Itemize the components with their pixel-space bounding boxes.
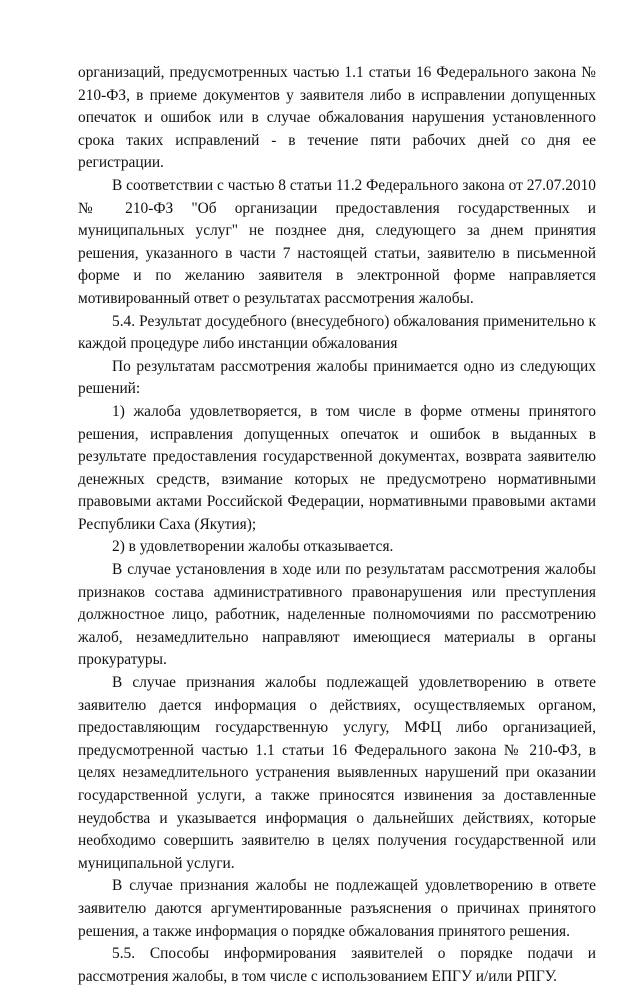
paragraph: По результатам рассмотрения жалобы принимается одно из следующих решений: — [78, 357, 596, 398]
paragraph: организаций, предусмотренных частью 1.1 статьи 16 Федерального закона № 210-ФЗ, в приеме документов у заявителя либо в исправлении допущенных опечаток и ошибок или в случае обжалования нарушения установленного срока таких исправлений - в течение пяти рабочих дней со дня ее регистрации. — [78, 64, 596, 172]
section-heading-5-5: 5.5. Способы информирования заявителей о порядке подачи и рассмотрения жалобы, в том числе с использованием ЕПГУ и/или РПГУ. — [78, 945, 596, 985]
document-body — [78, 62, 596, 988]
list-item: 1) жалоба удовлетворяется, в том числе в форме отмены принятого решения, исправления допущенных опечаток и ошибок в выданных в результате предоставления государственной документах, возврата заявителю денежных средств, взимание которых не предусмотрено нормативными правовыми актами Российской Федерации, нормативными правовыми актами Республики Саха (Якутия); — [78, 402, 596, 533]
list-item: 2) в удовлетворении жалобы отказывается. — [112, 538, 394, 556]
paragraph: В случае признания жалобы подлежащей удовлетворению в ответе заявителю дается информация о действиях, осуществляемых органом, предоставляющим государственную услугу, МФЦ либо организацией, предусмотренной частью 1.1 статьи 16 Федерального закона № 210-ФЗ, в целях незамедлительного устранения выявленных нарушений при оказании государственной услуги, а также приносятся извинения за доставленные неудобства и указывается информация о дальнейших действиях, которые необходимо совершить заявителю в целях получения государственной или муниципальной услуги. — [78, 674, 596, 872]
paragraph: В случае установления в ходе или по результатам рассмотрения жалобы признаков состава административного правонарушения или преступления должностное лицо, работник, наделенные полномочиями по рассмотрению жалоб, незамедлительно направляют имеющиеся материалы в органы прокуратуры. — [78, 561, 596, 669]
paragraph: В соответствии с частью 8 статьи 11.2 Федерального закона от 27.07.2010 № 210-ФЗ "Об организации предоставления государственных и муниципальных услуг" не позднее дня, следующего за днем принятия решения, указанного в части 7 настоящей статьи, заявителю в письменной форме и по желанию заявителя в электронной форме направляется мотивированный ответ о результатах рассмотрения жалобы. — [78, 176, 596, 307]
section-heading-5-4: 5.4. Результат досудебного (внесудебного) обжалования применительно к каждой процедуре либо инстанции обжалования — [78, 312, 596, 353]
paragraph: В случае признания жалобы не подлежащей удовлетворению в ответе заявителю даются аргументированные разъяснения о причинах принятого решения, а также информация о порядке обжалования принятого решения. — [78, 877, 596, 940]
